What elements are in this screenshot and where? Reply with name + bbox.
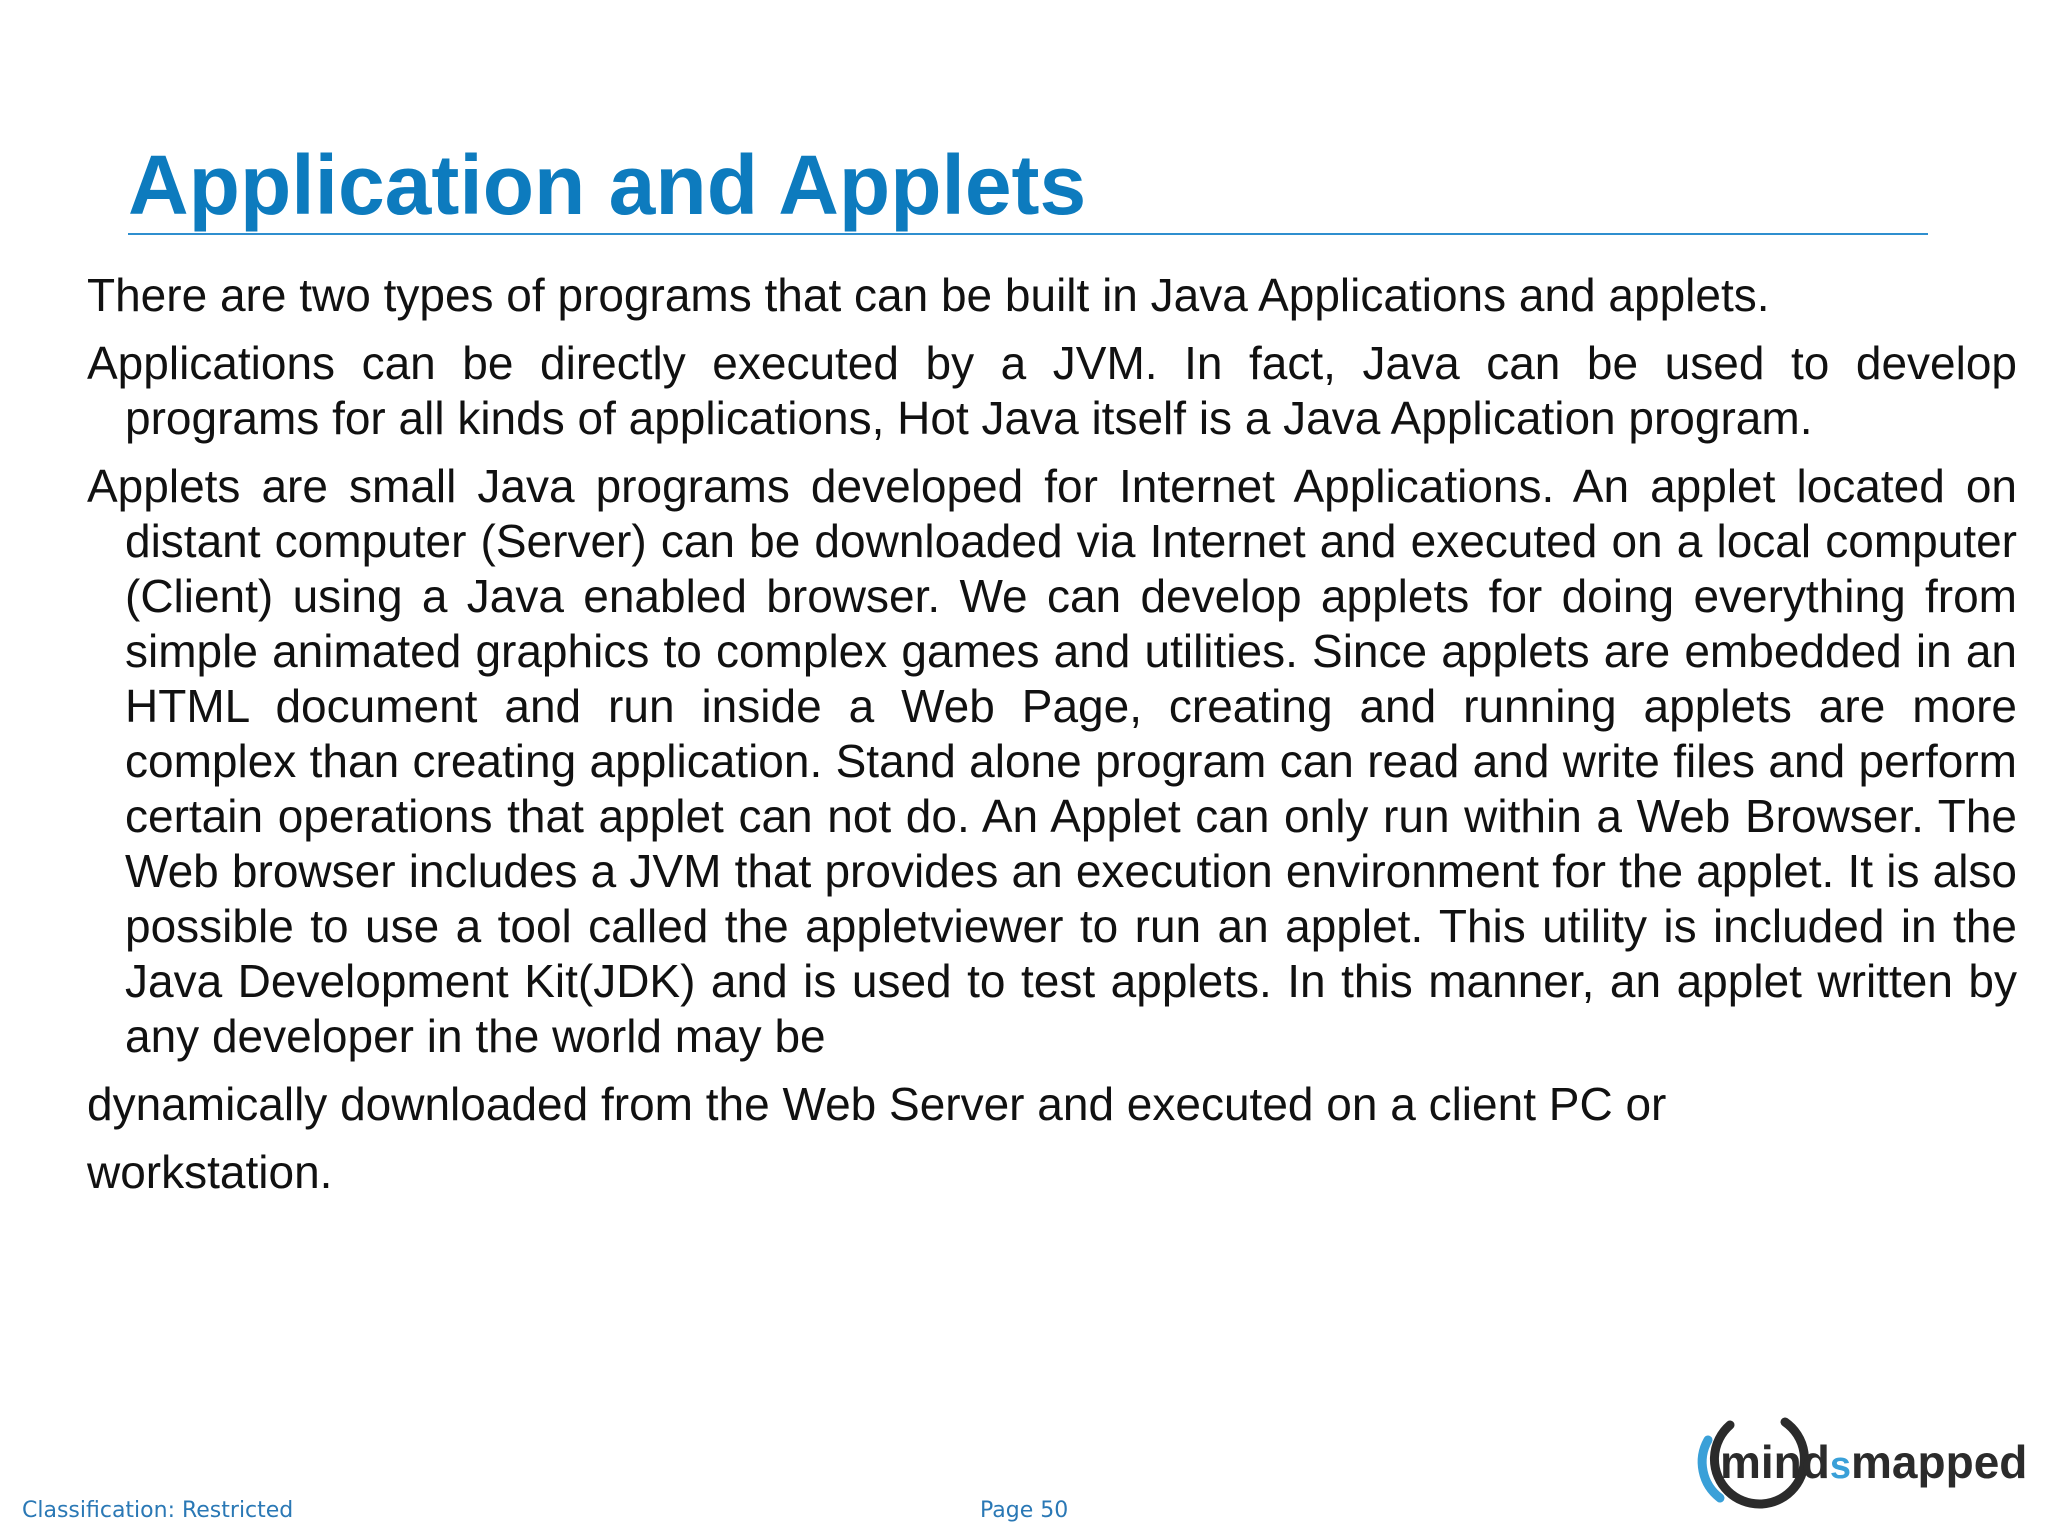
paragraph-workstation: workstation. [87,1146,333,1198]
logo-graphic [1690,1400,2030,1520]
paragraph-applets: Applets are small Java programs developed for Internet Applications. An applet located on distant computer (Server) can be downloaded via Internet and executed on a local computer (Client) using a Java enabled browser. We can develop applets for doing everything from simple animated graphics to complex games and utilities. Since applets are embedded in an HTML document and run inside a Web Page, creating and running applets are more complex than creating application. Stand alone program can read and write files and perform certain operations that applet can not do. An Applet can only run within a Web Browser. The Web browser includes a JVM that provides an execution environment for the applet. It is also possible to use a tool called the appletviewer to run an applet. This utility is included in the Java Development Kit(JDK) and is used to test applets. In this manner, an applet written by any developer in the world may be [87,460,2017,1062]
svg-text:mindsmapped [1720,1436,2027,1488]
slide-body [87,268,2017,1213]
logo-text-mind: mind [1720,1436,1830,1488]
slide-title: Application and Applets [128,138,1087,232]
logo-text-s: s [1829,1445,1852,1487]
paragraph-applications: Applications can be directly executed by a JVM. In fact, Java can be used to develop programs for all kinds of applications, Hot Java itself is a Java Application program. [87,337,2017,444]
mindsmapped-logo [1690,1400,2030,1520]
paragraph-intro: There are two types of programs that can be built in Java Applications and applets. [87,269,1770,321]
page-number: Page 50 [980,1498,1069,1523]
paragraph-dynamic-download: dynamically downloaded from the Web Server and executed on a client PC or [87,1078,1667,1130]
title-divider [128,233,1928,235]
logo-text-mapped: mapped [1851,1436,2028,1488]
classification-label: Classification: Restricted [22,1498,294,1523]
